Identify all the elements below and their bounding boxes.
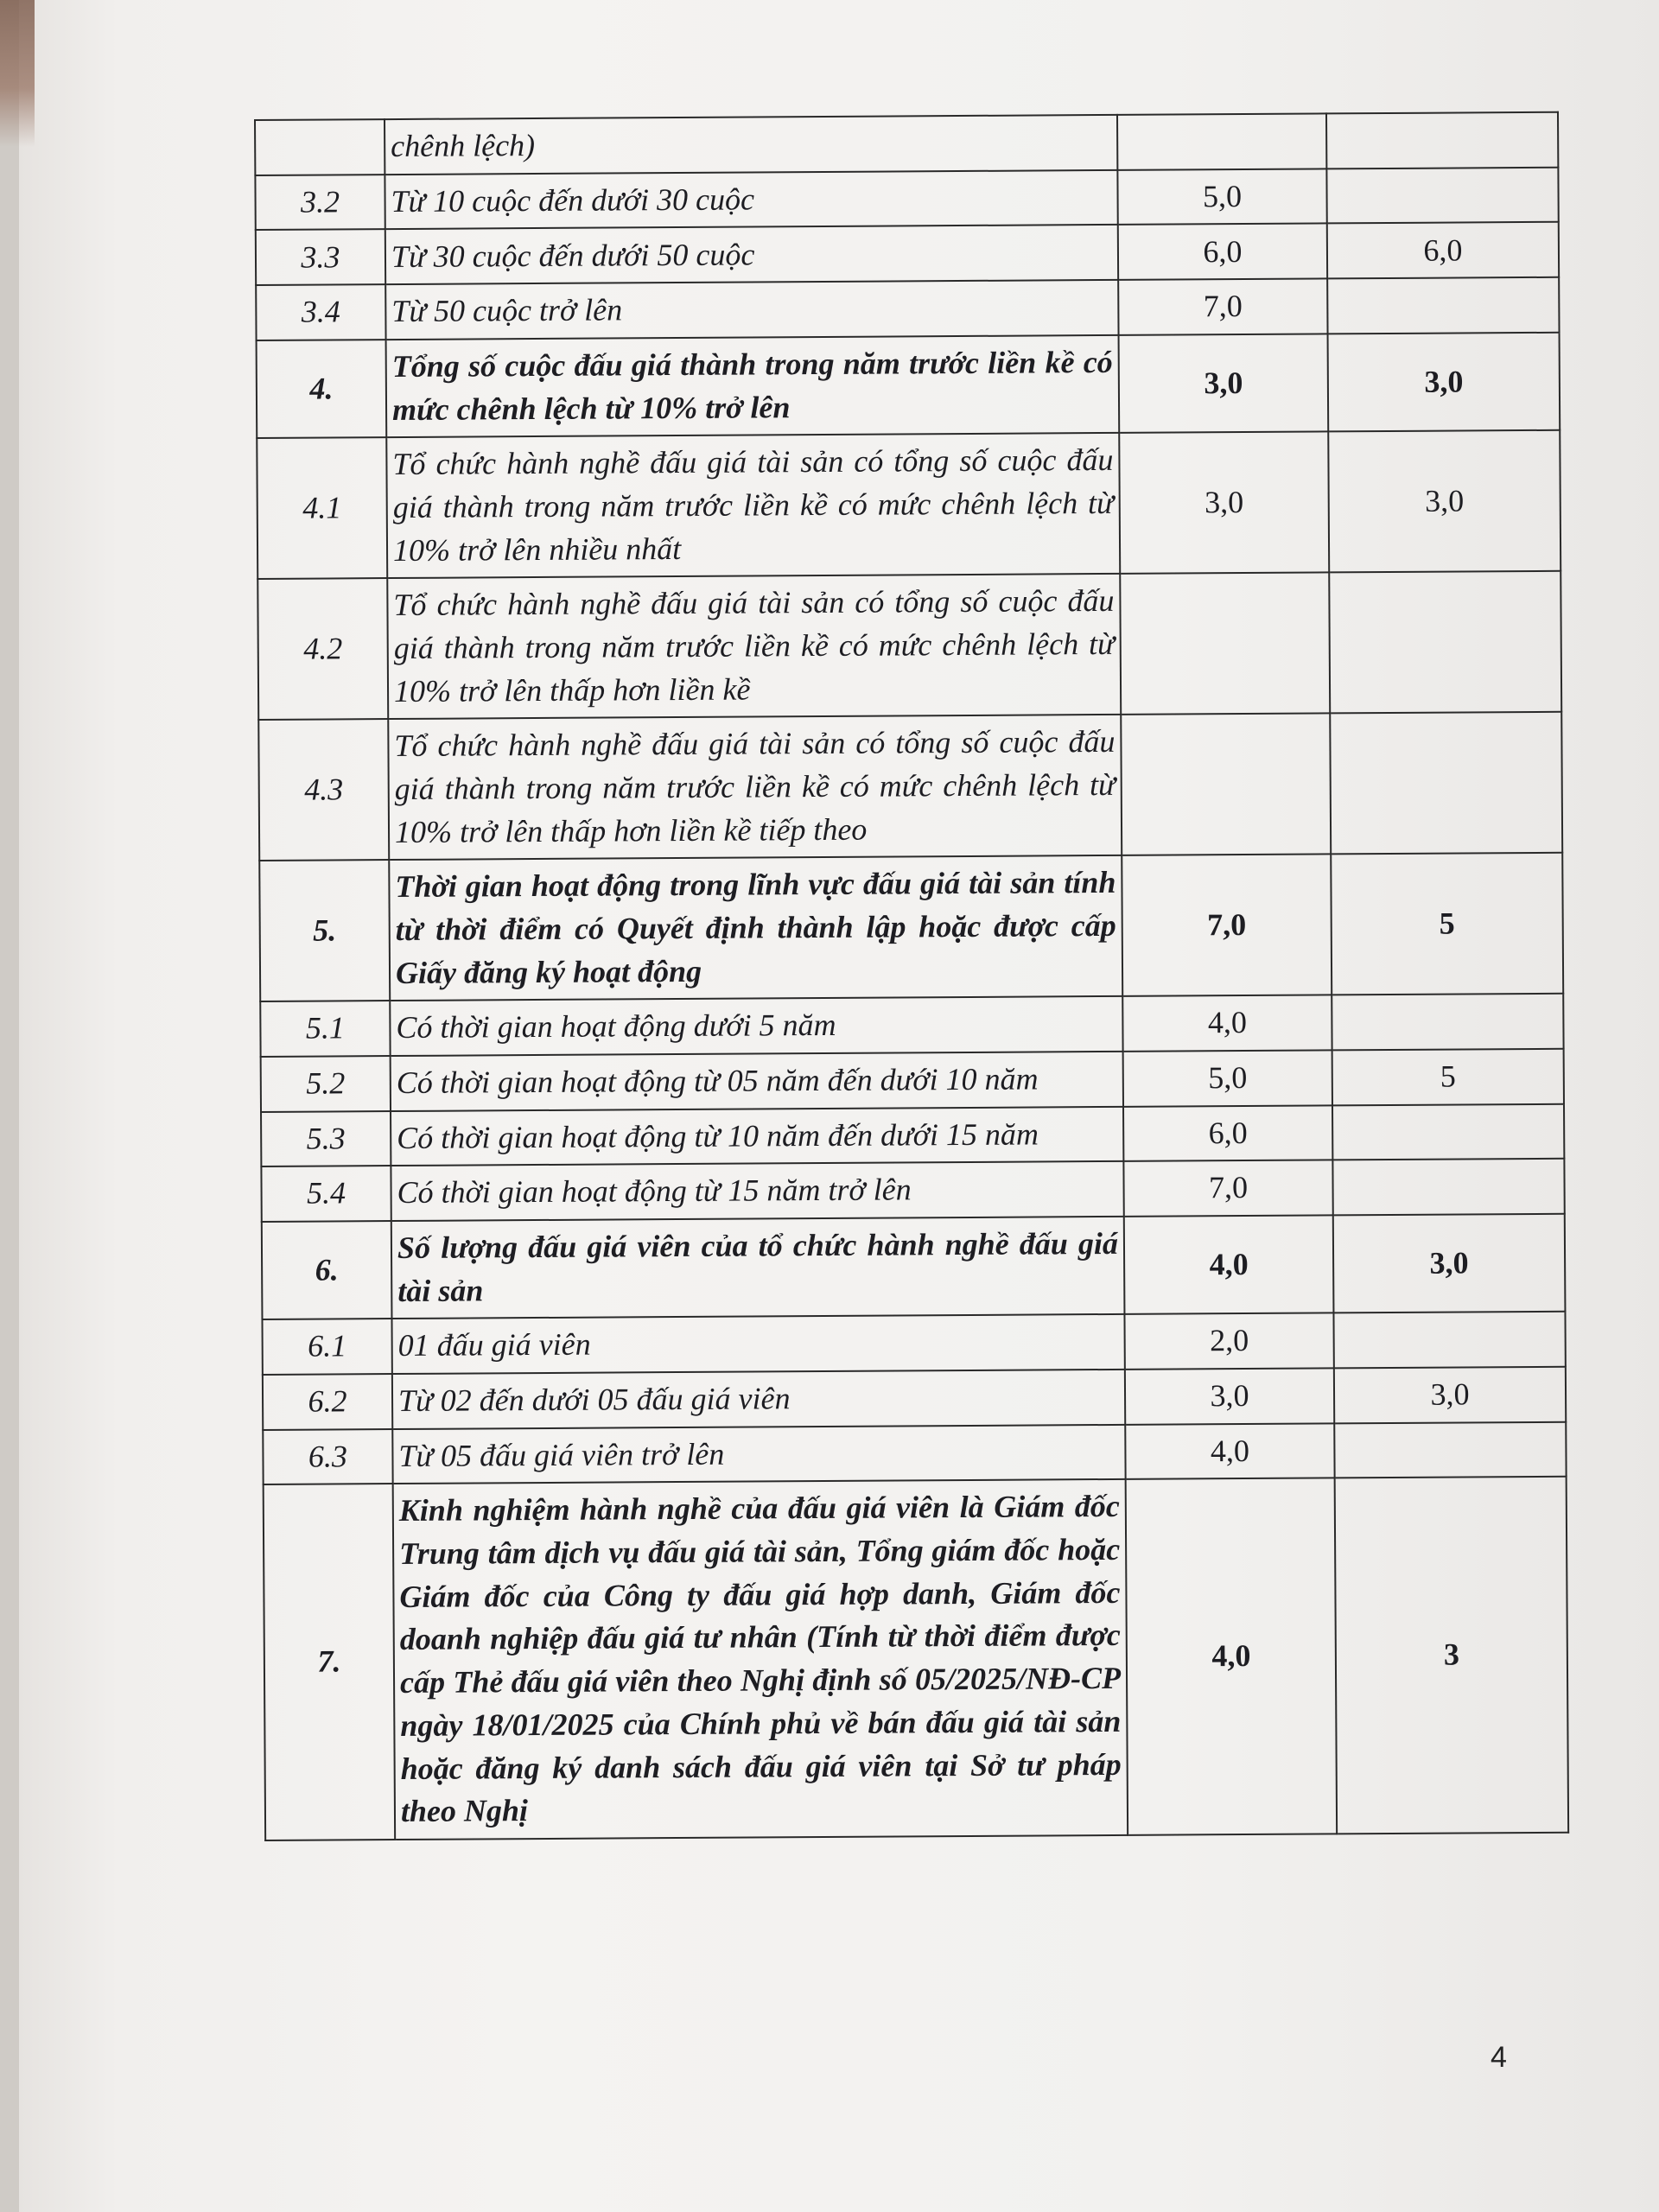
max-score: 3,0: [1119, 432, 1329, 574]
criterion-text: Từ 10 cuộc đến dưới 30 cuộc: [385, 170, 1117, 230]
max-score: 3,0: [1125, 1369, 1334, 1425]
awarded-score: [1329, 571, 1561, 714]
awarded-score: [1334, 1422, 1566, 1478]
criterion-text: Từ 02 đến dưới 05 đấu giá viên: [392, 1370, 1125, 1429]
awarded-score: [1326, 167, 1558, 223]
table-row: [256, 222, 1559, 285]
awarded-score: 6,0: [1327, 222, 1559, 279]
criterion-text: Số lượng đấu giá viên của tổ chức hành nghề đấu giá tài sản: [391, 1217, 1125, 1319]
max-score: 6,0: [1123, 1105, 1332, 1161]
table-row: [261, 1159, 1564, 1222]
awarded-score: 3,0: [1334, 1367, 1566, 1423]
table-row: [259, 853, 1563, 1001]
criterion-text: Kinh nghiệm hành nghề của đấu giá viên là Giám đốc Trung tâm dịch vụ đấu giá tài sản, Tổng giám đốc hoặc Giám đốc của Công ty đấu giá hợp danh, Giám đốc doanh nghiệp đấu giá tư nhân (Tính từ thời điểm được cấp Thẻ đấu giá viên theo Nghị định số 05/2025/NĐ-CP ngày 18/01/2025 của Chính phủ về bán đấu giá tài sản hoặc đăng ký danh sách đấu giá viên tại Sở tư pháp theo Nghị: [393, 1479, 1128, 1840]
max-score: 3,0: [1119, 334, 1329, 433]
criterion-text: Có thời gian hoạt động từ 10 năm đến dưới 15 năm: [391, 1107, 1123, 1166]
criterion-text: Thời gian hoạt động trong lĩnh vực đấu giá tài sản tính từ thời điểm có Quyết định thành lập hoặc được cấp Giấy đăng ký hoạt động: [389, 855, 1122, 1001]
table-row: [261, 1104, 1564, 1167]
table-row: [261, 1049, 1564, 1112]
criterion-text: chênh lệch): [385, 115, 1117, 175]
max-score: 4,0: [1124, 1216, 1334, 1315]
table-row: [255, 167, 1558, 230]
faded-stamp-mark: [33, 1227, 137, 1538]
awarded-score: 5: [1331, 853, 1563, 995]
awarded-score: 3,0: [1333, 1214, 1566, 1313]
awarded-score: 5: [1332, 1049, 1564, 1105]
row-number: 6.3: [263, 1429, 392, 1485]
max-score: 5,0: [1117, 168, 1326, 225]
criterion-text: Tổ chức hành nghề đấu giá tài sản có tổng số cuộc đấu giá thành trong năm trước liền kề có mức chênh lệch từ 10% trở lên thấp hơn liền kề tiếp theo: [388, 715, 1122, 860]
max-score: 7,0: [1122, 855, 1332, 996]
awarded-score: [1332, 994, 1563, 1050]
row-number: 6.1: [262, 1319, 391, 1376]
max-score: 2,0: [1124, 1313, 1333, 1370]
table-row: [258, 712, 1562, 861]
document-page: [19, 0, 1659, 2212]
max-score: 4,0: [1125, 1423, 1334, 1479]
max-score: [1117, 113, 1326, 169]
table-row: [257, 571, 1561, 720]
table-row: [260, 994, 1563, 1057]
row-number: 7.: [264, 1484, 396, 1840]
max-score: 7,0: [1123, 1160, 1332, 1217]
criterion-text: Từ 05 đấu giá viên trở lên: [392, 1425, 1125, 1484]
row-number: 5.2: [261, 1056, 391, 1112]
table-row: [263, 1422, 1566, 1485]
table-row: [256, 277, 1559, 340]
criterion-text: Có thời gian hoạt động từ 15 năm trở lên: [391, 1161, 1123, 1221]
table-row: [264, 1477, 1568, 1840]
row-number: 6.: [262, 1221, 392, 1319]
table-row: [262, 1214, 1566, 1320]
criterion-text: Tổ chức hành nghề đấu giá tài sản có tổng số cuộc đấu giá thành trong năm trước liền kề có mức chênh lệch từ 10% trở lên thấp hơn liền kề: [387, 574, 1121, 719]
row-number: 4.1: [257, 437, 387, 579]
criterion-text: 01 đấu giá viên: [391, 1314, 1124, 1374]
criteria-table: [254, 111, 1569, 1841]
criterion-text: Từ 30 cuộc đến dưới 50 cuộc: [385, 225, 1118, 284]
max-score: 6,0: [1118, 224, 1327, 280]
row-number: 5.: [259, 860, 390, 1001]
awarded-score: [1326, 112, 1558, 168]
criterion-text: Có thời gian hoạt động dưới 5 năm: [390, 996, 1122, 1056]
row-number: [255, 119, 385, 175]
row-number: 4.: [257, 340, 387, 438]
table-row: [257, 430, 1560, 579]
row-number: 4.2: [257, 578, 388, 720]
row-number: 4.3: [258, 719, 389, 861]
criterion-text: Tổ chức hành nghề đấu giá tài sản có tổng số cuộc đấu giá thành trong năm trước liền kề có mức chênh lệch từ 10% trở lên nhiều nhất: [386, 433, 1120, 578]
awarded-score: [1332, 1104, 1564, 1160]
awarded-score: 3,0: [1328, 333, 1560, 432]
row-number: 3.3: [256, 229, 385, 285]
awarded-score: [1332, 1159, 1564, 1215]
table-row: [255, 112, 1558, 175]
criterion-text: Từ 50 cuộc trở lên: [385, 280, 1118, 340]
max-score: [1121, 714, 1331, 855]
awarded-score: [1330, 712, 1562, 855]
row-number: 5.1: [260, 1001, 390, 1057]
max-score: 4,0: [1122, 995, 1332, 1052]
row-number: 5.3: [261, 1111, 391, 1167]
page-number: 4: [1491, 2041, 1507, 2074]
awarded-score: 3: [1335, 1477, 1569, 1834]
max-score: 5,0: [1123, 1050, 1332, 1106]
row-number: 6.2: [263, 1374, 392, 1430]
max-score: 4,0: [1126, 1478, 1338, 1835]
criterion-text: Có thời gian hoạt động từ 05 năm đến dưới 10 năm: [391, 1052, 1123, 1111]
awarded-score: [1327, 277, 1559, 334]
criterion-text: Tổng số cuộc đấu giá thành trong năm trước liền kề có mức chênh lệch từ 10% trở lên: [386, 335, 1120, 438]
max-score: 7,0: [1118, 279, 1327, 335]
row-number: 5.4: [261, 1166, 391, 1222]
awarded-score: 3,0: [1328, 430, 1560, 573]
table-row: [262, 1312, 1565, 1375]
row-number: 3.2: [255, 175, 385, 231]
awarded-score: [1333, 1312, 1565, 1368]
row-number: 3.4: [256, 284, 385, 340]
table-row: [257, 333, 1560, 439]
table-row: [263, 1367, 1566, 1430]
max-score: [1120, 573, 1330, 715]
